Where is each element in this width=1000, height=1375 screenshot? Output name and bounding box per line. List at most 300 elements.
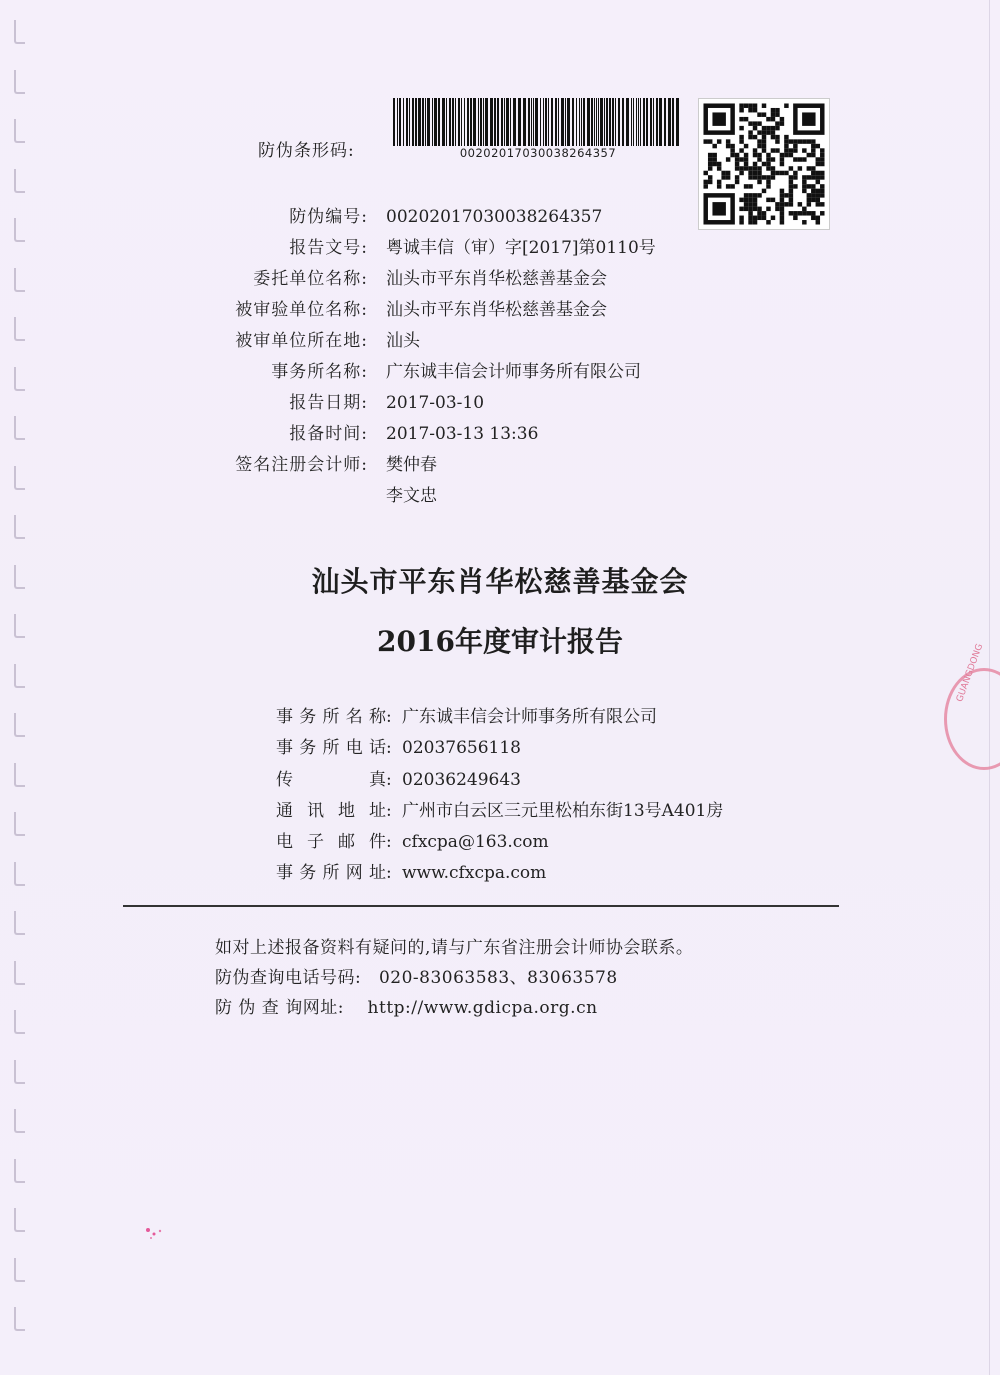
qr-module xyxy=(708,180,712,184)
qr-module xyxy=(703,171,707,175)
qr-module xyxy=(726,184,730,188)
qr-module xyxy=(708,162,712,166)
info-value: 汕头 xyxy=(386,331,420,351)
verification-contact-block xyxy=(215,933,693,1023)
qr-module xyxy=(748,211,752,215)
qr-module xyxy=(744,207,748,211)
qr-module xyxy=(757,166,761,170)
barcode-bar xyxy=(548,98,549,146)
binding-hole xyxy=(14,1109,25,1133)
qr-module xyxy=(757,144,761,148)
qr-module xyxy=(762,139,766,143)
qr-module xyxy=(748,207,752,211)
qr-module xyxy=(771,157,775,161)
binding-hole xyxy=(14,20,25,44)
qr-module xyxy=(802,148,806,152)
barcode-bar xyxy=(446,98,447,146)
firm-value: 广州市白云区三元里松柏东街13号A401房 xyxy=(402,800,724,821)
barcode-bar xyxy=(626,98,629,146)
qr-module xyxy=(748,166,752,170)
qr-module xyxy=(739,220,743,224)
qr-module xyxy=(766,153,770,157)
qr-module xyxy=(717,139,721,143)
qr-module xyxy=(762,135,766,139)
qr-module xyxy=(735,180,739,184)
qr-module xyxy=(739,117,743,121)
contact-phone: 防伪查询电话号码: 020-83063583、83063578 xyxy=(215,968,618,988)
qr-module xyxy=(816,202,820,206)
barcode-bar xyxy=(406,98,408,146)
qr-module xyxy=(789,148,793,152)
qr-module xyxy=(753,121,757,125)
binding-hole xyxy=(14,1258,25,1282)
qr-module xyxy=(771,216,775,220)
qr-module xyxy=(780,171,784,175)
firm-value: 广东诚丰信会计师事务所有限公司 xyxy=(402,707,657,727)
qr-module xyxy=(798,157,802,161)
qr-module xyxy=(757,153,761,157)
barcode-bar xyxy=(615,98,616,146)
qr-module xyxy=(766,184,770,188)
barcode-bar xyxy=(653,98,654,146)
barcode-bar xyxy=(600,98,603,146)
qr-module xyxy=(748,130,752,134)
qr-module xyxy=(739,157,743,161)
firm-contact-block xyxy=(276,702,723,890)
firm-row xyxy=(276,827,723,858)
colon: : xyxy=(386,863,392,884)
binding-hole xyxy=(14,763,25,787)
barcode-bar xyxy=(523,98,526,146)
qr-code-image xyxy=(698,98,830,230)
barcode-bar xyxy=(427,98,430,146)
qr-module xyxy=(753,126,757,130)
barcode-bar xyxy=(438,98,440,146)
qr-module xyxy=(802,175,806,179)
info-row xyxy=(200,233,656,264)
barcode-bar xyxy=(501,98,503,146)
qr-module xyxy=(748,216,752,220)
barcode-bar xyxy=(531,98,532,146)
barcode-bar xyxy=(432,98,433,146)
qr-module xyxy=(753,193,757,197)
info-row xyxy=(200,481,656,512)
barcode-bar xyxy=(656,98,658,146)
qr-module xyxy=(762,175,766,179)
qr-module xyxy=(771,108,775,112)
qr-module xyxy=(780,211,784,215)
barcode-bar xyxy=(418,98,421,146)
barcode-bar xyxy=(528,98,530,146)
qr-module xyxy=(739,207,743,211)
qr-module xyxy=(807,139,811,143)
barcode-bar xyxy=(558,98,559,146)
firm-row xyxy=(276,702,723,733)
ink-spot xyxy=(140,1222,170,1244)
qr-module xyxy=(798,166,802,170)
qr-module xyxy=(748,103,752,107)
barcode-bar xyxy=(504,98,505,146)
qr-module xyxy=(712,202,725,215)
report-title-org: 汕头市平东肖华松慈善基金会 xyxy=(311,565,689,598)
colon: : xyxy=(386,707,392,727)
firm-label: 事务所名称 xyxy=(276,707,386,727)
qr-module xyxy=(811,175,815,179)
qr-module xyxy=(780,153,784,157)
qr-module xyxy=(757,216,761,220)
binding-hole xyxy=(14,119,25,143)
qr-module xyxy=(789,198,793,202)
qr-module xyxy=(708,157,712,161)
qr-module xyxy=(816,216,820,220)
qr-module xyxy=(780,157,784,161)
barcode-bar xyxy=(412,98,414,146)
contact-url: 防 伪 查 询网址: http://www.gdicpa.org.cn xyxy=(215,998,598,1018)
barcode-bar xyxy=(425,98,426,146)
qr-module xyxy=(762,144,766,148)
qr-module xyxy=(744,157,748,161)
qr-module xyxy=(766,162,770,166)
qr-module xyxy=(748,198,752,202)
qr-module xyxy=(820,148,824,152)
qr-module xyxy=(712,162,716,166)
qr-module xyxy=(780,198,784,202)
barcode-bar xyxy=(506,98,509,146)
qr-module xyxy=(789,193,793,197)
qr-module xyxy=(739,148,743,152)
qr-module xyxy=(775,126,779,130)
qr-module xyxy=(780,193,784,197)
qr-module xyxy=(789,175,793,179)
qr-module xyxy=(811,193,815,197)
qr-module xyxy=(762,130,766,134)
barcode-bar xyxy=(409,98,410,146)
barcode-bar xyxy=(612,98,614,146)
firm-label: 事务所网址 xyxy=(276,863,386,884)
qr-module xyxy=(816,198,820,202)
barcode-image xyxy=(393,98,683,146)
qr-module xyxy=(793,171,797,175)
qr-module xyxy=(766,198,770,202)
barcode-bar xyxy=(545,98,547,146)
qr-module xyxy=(753,103,757,107)
qr-module xyxy=(757,130,761,134)
qr-module xyxy=(703,184,707,188)
qr-module xyxy=(780,207,784,211)
qr-module xyxy=(735,166,739,170)
firm-value: 02037656118 xyxy=(402,738,521,759)
qr-module xyxy=(726,175,730,179)
barcode-bar xyxy=(399,98,401,146)
qr-module xyxy=(748,171,752,175)
qr-module xyxy=(807,184,811,188)
firm-label: 电子邮件 xyxy=(276,832,386,853)
qr-module xyxy=(766,166,770,170)
report-title-year: 2016年度审计报告 xyxy=(377,625,623,658)
qr-module xyxy=(771,126,775,130)
barcode-bar xyxy=(659,98,662,146)
binding-hole xyxy=(14,416,25,440)
qr-module xyxy=(784,144,788,148)
qr-module xyxy=(748,108,752,112)
qr-module xyxy=(816,220,820,224)
qr-module xyxy=(793,184,797,188)
qr-module xyxy=(744,144,748,148)
barcode-bar xyxy=(622,98,624,146)
qr-module xyxy=(753,148,757,152)
info-row xyxy=(200,357,656,388)
qr-module xyxy=(775,171,779,175)
firm-value: cfxcpa@163.com xyxy=(402,832,549,853)
qr-module xyxy=(793,211,797,215)
info-label: 签名注册会计师: xyxy=(235,455,368,475)
qr-module xyxy=(766,175,770,179)
qr-module xyxy=(784,135,788,139)
qr-module xyxy=(807,153,811,157)
qr-module xyxy=(789,184,793,188)
qr-module xyxy=(802,157,806,161)
qr-module xyxy=(753,220,757,224)
barcode-bar xyxy=(458,98,460,146)
info-row xyxy=(200,388,656,419)
qr-module xyxy=(771,148,775,152)
binding-hole xyxy=(14,70,25,94)
qr-module xyxy=(708,139,712,143)
binding-hole xyxy=(14,367,25,391)
info-value: 李文忠 xyxy=(386,486,437,506)
qr-module xyxy=(775,202,779,206)
info-value: 广东诚丰信会计师事务所有限公司 xyxy=(386,362,641,382)
qr-module xyxy=(708,175,712,179)
binding-hole xyxy=(14,515,25,539)
qr-module xyxy=(717,162,721,166)
info-value: 00202017030038264357 xyxy=(386,207,603,227)
qr-module xyxy=(780,216,784,220)
qr-module xyxy=(780,189,784,193)
info-row xyxy=(200,326,656,357)
binding-hole xyxy=(14,961,25,985)
qr-module xyxy=(748,220,752,224)
qr-module xyxy=(744,153,748,157)
qr-module xyxy=(748,121,752,125)
qr-module xyxy=(811,184,815,188)
qr-module xyxy=(726,171,730,175)
qr-module xyxy=(802,139,806,143)
qr-module xyxy=(775,112,779,116)
barcode-bar xyxy=(464,98,465,146)
qr-module xyxy=(802,180,806,184)
barcode-bar xyxy=(565,98,566,146)
colon: : xyxy=(386,769,392,790)
qr-module xyxy=(762,103,766,107)
qr-module xyxy=(793,216,797,220)
info-row xyxy=(200,202,656,233)
barcode-bar xyxy=(668,98,671,146)
qr-module xyxy=(762,112,766,116)
qr-module xyxy=(730,184,734,188)
barcode-bar xyxy=(455,98,456,146)
qr-module xyxy=(762,189,766,193)
colon: : xyxy=(386,738,392,759)
qr-module xyxy=(802,112,815,125)
qr-module xyxy=(744,166,748,170)
qr-module xyxy=(789,166,793,170)
qr-module xyxy=(757,157,761,161)
barcode-bar xyxy=(664,98,666,146)
barcode-bar xyxy=(513,98,516,146)
qr-module xyxy=(775,207,779,211)
qr-module xyxy=(793,139,797,143)
barcode-bar xyxy=(470,98,472,146)
barcode-bar xyxy=(604,98,605,146)
barcode-bar xyxy=(581,98,582,146)
qr-module xyxy=(820,171,824,175)
qr-module xyxy=(744,202,748,206)
qr-module xyxy=(712,112,725,125)
qr-module xyxy=(771,135,775,139)
qr-module xyxy=(811,148,815,152)
qr-module xyxy=(807,211,811,215)
qr-module xyxy=(744,184,748,188)
binding-hole xyxy=(14,812,25,836)
qr-module xyxy=(793,157,797,161)
barcode-bar xyxy=(676,98,679,146)
divider-line xyxy=(123,905,839,907)
qr-module xyxy=(766,126,770,130)
barcode-bar xyxy=(510,98,511,146)
qr-module xyxy=(784,171,788,175)
barcode-bar xyxy=(461,98,462,146)
qr-module xyxy=(739,108,743,112)
qr-module xyxy=(748,184,752,188)
barcode-bar xyxy=(393,98,395,146)
qr-module xyxy=(802,220,806,224)
qr-module xyxy=(789,180,793,184)
qr-module xyxy=(739,171,743,175)
qr-module xyxy=(739,198,743,202)
qr-module xyxy=(717,166,721,170)
qr-module xyxy=(780,202,784,206)
barcode-bar xyxy=(442,98,445,146)
barcode-bar xyxy=(576,98,577,146)
qr-module xyxy=(721,171,725,175)
qr-module xyxy=(757,112,761,116)
qr-module xyxy=(775,139,779,143)
info-label: 委托单位名称: xyxy=(253,269,368,289)
qr-module xyxy=(811,171,815,175)
info-value: 2017-03-10 xyxy=(386,393,485,413)
barcode-bar xyxy=(494,98,496,146)
barcode-bar xyxy=(672,98,674,146)
info-row xyxy=(200,264,656,295)
info-value: 2017-03-13 13:36 xyxy=(386,424,539,444)
binding-hole xyxy=(14,317,25,341)
qr-module xyxy=(766,207,770,211)
qr-module xyxy=(811,166,815,170)
qr-module xyxy=(726,157,730,161)
qr-module xyxy=(807,175,811,179)
binding-hole xyxy=(14,1010,25,1034)
binding-holes xyxy=(14,20,34,1360)
contact-note: 如对上述报备资料有疑问的,请与广东省注册会计师协会联系。 xyxy=(215,938,694,958)
qr-module xyxy=(744,162,748,166)
qr-module xyxy=(780,121,784,125)
qr-module xyxy=(735,162,739,166)
qr-module xyxy=(789,189,793,193)
qr-module xyxy=(798,202,802,206)
qr-module xyxy=(784,103,788,107)
barcode-bar xyxy=(618,98,620,146)
qr-module xyxy=(771,166,775,170)
barcode-bar xyxy=(434,98,437,146)
qr-module xyxy=(717,184,721,188)
qr-module xyxy=(775,148,779,152)
qr-module xyxy=(757,171,761,175)
qr-module xyxy=(712,157,716,161)
barcode-bar xyxy=(533,98,534,146)
qr-module xyxy=(780,117,784,121)
barcode-number: 00202017030038264357 xyxy=(459,146,617,160)
qr-module xyxy=(811,216,815,220)
qr-module xyxy=(811,139,815,143)
qr-module xyxy=(789,153,793,157)
qr-module xyxy=(735,175,739,179)
barcode-bar xyxy=(535,98,538,146)
barcode-bar xyxy=(485,98,488,146)
qr-module xyxy=(816,175,820,179)
binding-hole xyxy=(14,664,25,688)
firm-label: 事务所电话 xyxy=(276,738,386,759)
barcode-bar xyxy=(403,98,404,146)
barcode-bar xyxy=(415,98,417,146)
qr-module xyxy=(807,166,811,170)
info-label: 被审验单位名称: xyxy=(235,300,368,320)
qr-module xyxy=(807,198,811,202)
qr-module xyxy=(766,180,770,184)
barcode-bar xyxy=(540,98,541,146)
barcode-bar xyxy=(596,98,597,146)
barcode-label: 防伪条形码: xyxy=(258,141,355,161)
qr-module xyxy=(753,207,757,211)
qr-module xyxy=(748,175,752,179)
info-label: 报备时间: xyxy=(289,424,368,444)
barcode-bar xyxy=(483,98,484,146)
qr-module xyxy=(820,162,824,166)
qr-module xyxy=(753,162,757,166)
barcode-bar xyxy=(397,98,398,146)
qr-module xyxy=(820,193,824,197)
qr-module xyxy=(793,175,797,179)
qr-module xyxy=(753,175,757,179)
colon: : xyxy=(386,800,392,821)
qr-module xyxy=(712,153,716,157)
qr-module xyxy=(793,148,797,152)
qr-module xyxy=(789,202,793,206)
qr-module xyxy=(798,139,802,143)
qr-module xyxy=(775,121,779,125)
qr-module xyxy=(780,162,784,166)
qr-module xyxy=(784,139,788,143)
barcode-bar xyxy=(551,98,553,146)
qr-module xyxy=(775,108,779,112)
qr-module xyxy=(766,157,770,161)
qr-module xyxy=(775,135,779,139)
barcode-bar xyxy=(579,98,580,146)
info-label: 报告文号: xyxy=(289,238,368,258)
barcode-bar xyxy=(567,98,570,146)
qr-module xyxy=(753,198,757,202)
qr-module xyxy=(762,211,766,215)
